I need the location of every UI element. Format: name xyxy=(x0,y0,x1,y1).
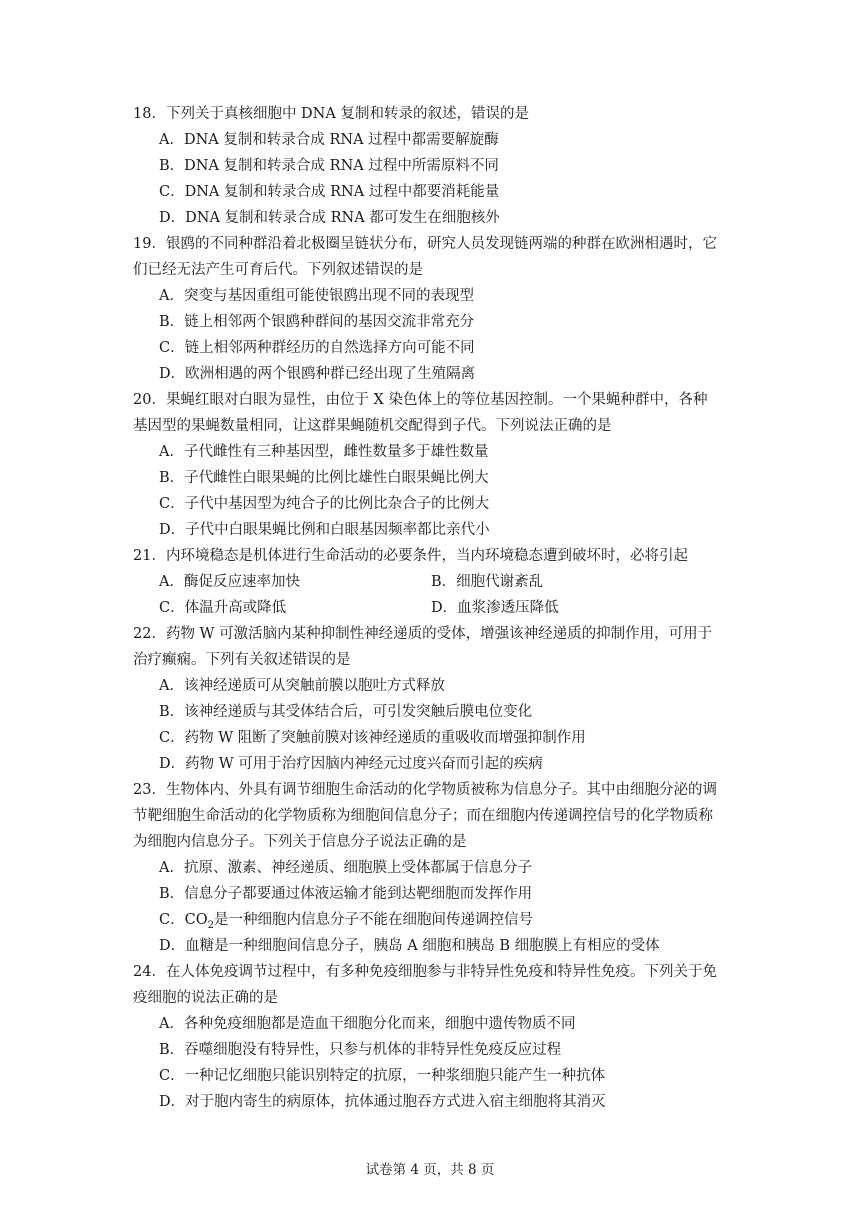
question-22-option-c: C．药物 W 阻断了突触前膜对该神经递质的重吸收而增强抑制作用 xyxy=(159,730,586,746)
question-19-stem-line-2: 们已经无法产生可育后代。下列叙述错误的是 xyxy=(133,262,423,278)
question-23-option-c-subscript: 2 xyxy=(207,919,214,931)
question-23-option-d: D．血糖是一种细胞间信息分子，胰岛 A 细胞和胰岛 B 细胞膜上有相应的受体 xyxy=(159,938,660,954)
question-21-stem: 21．内环境稳态是机体进行生命活动的必要条件，当内环境稳态遭到破坏时，必将引起 xyxy=(133,548,688,564)
question-21-option-b: B．细胞代谢紊乱 xyxy=(431,574,544,590)
question-20-stem-line-2: 基因型的果蝇数量相同，让这群果蝇随机交配得到子代。下列说法正确的是 xyxy=(133,418,612,434)
question-22-option-a: A．该神经递质可从突触前膜以胞吐方式释放 xyxy=(159,678,445,694)
question-22-stem-line-1: 22．药物 W 可激活脑内某种抑制性神经递质的受体，增强该神经递质的抑制作用，可用于 xyxy=(133,626,713,642)
question-18-option-c: C．DNA 复制和转录合成 RNA 过程中都要消耗能量 xyxy=(159,184,500,200)
question-23-option-c xyxy=(159,910,533,936)
question-24-option-c: C．一种记忆细胞只能识别特定的抗原，一种浆细胞只能产生一种抗体 xyxy=(159,1068,606,1084)
question-20-option-a: A．子代雌性有三种基因型，雌性数量多于雄性数量 xyxy=(159,444,489,460)
question-22-stem-line-2: 治疗癫痫。下列有关叙述错误的是 xyxy=(133,652,351,668)
question-19-option-d: D．欧洲相遇的两个银鸥种群已经出现了生殖隔离 xyxy=(159,366,476,382)
question-20-option-d: D．子代中白眼果蝇比例和白眼基因频率都比亲代小 xyxy=(159,522,490,538)
question-23-stem-line-2: 节靶细胞生命活动的化学物质称为细胞间信息分子；而在细胞内传递调控信号的化学物质称 xyxy=(133,808,713,824)
question-23-option-a: A．抗原、激素、神经递质、细胞膜上受体都属于信息分子 xyxy=(159,860,532,876)
question-24-stem-line-1: 24．在人体免疫调节过程中，有多种免疫细胞参与非特异性免疫和特异性免疫。下列关于免 xyxy=(133,964,717,980)
question-23-stem-line-1: 23．生物体内、外具有调节细胞生命活动的化学物质被称为信息分子。其中由细胞分泌的调 xyxy=(133,782,717,798)
question-20-stem-line-1: 20．果蝇红眼对白眼为显性，由位于 X 染色体上的等位基因控制。一个果蝇种群中，各种 xyxy=(133,392,708,408)
question-18-option-d: D．DNA 复制和转录合成 RNA 都可发生在细胞核外 xyxy=(159,210,500,226)
question-19-option-c: C．链上相邻两种群经历的自然选择方向可能不同 xyxy=(159,340,475,356)
question-22-option-d: D．药物 W 可用于治疗因脑内神经元过度兴奋而引起的疾病 xyxy=(159,756,543,772)
question-20-option-c: C．子代中基因型为纯合子的比例比杂合子的比例大 xyxy=(159,496,490,512)
question-18-option-b: B．DNA 复制和转录合成 RNA 过程中所需原料不同 xyxy=(159,158,499,174)
question-19-option-a: A．突变与基因重组可能使银鸥出现不同的表现型 xyxy=(159,288,474,304)
question-20-option-b: B．子代雌性白眼果蝇的比例比雄性白眼果蝇比例大 xyxy=(159,470,489,486)
question-24-option-b: B．吞噬细胞没有特异性，只参与机体的非特异性免疫反应过程 xyxy=(159,1042,562,1058)
question-21-option-d: D．血浆渗透压降低 xyxy=(431,600,559,616)
question-21-option-a: A．酶促反应速率加快 xyxy=(159,574,300,590)
question-21-option-c: C．体温升高或降低 xyxy=(159,600,287,616)
question-24-option-a: A．各种免疫细胞都是造血干细胞分化而来，细胞中遗传物质不同 xyxy=(159,1016,576,1032)
page-footer: 试卷第 4 页，共 8 页 xyxy=(365,1162,495,1178)
question-23-stem-line-3: 为细胞内信息分子。下列关于信息分子说法正确的是 xyxy=(133,834,467,850)
question-23-option-c-text: 是一种细胞内信息分子不能在细胞间传递调控信号 xyxy=(213,912,533,928)
question-24-option-d: D．对于胞内寄生的病原体，抗体通过胞吞方式进入宿主细胞将其消灭 xyxy=(159,1094,606,1110)
question-23-option-b: B．信息分子都要通过体液运输才能到达靶细胞而发挥作用 xyxy=(159,886,533,902)
question-19-stem-line-1: 19．银鸥的不同种群沿着北极圈呈链状分布，研究人员发现链两端的种群在欧洲相遇时，它 xyxy=(133,236,717,252)
question-24-stem-line-2: 疫细胞的说法正确的是 xyxy=(133,990,278,1006)
question-18-option-a: A．DNA 复制和转录合成 RNA 过程中都需要解旋酶 xyxy=(159,132,499,148)
question-19-option-b: B．链上相邻两个银鸥种群间的基因交流非常充分 xyxy=(159,314,475,330)
question-23-option-c-prefix: C．CO xyxy=(159,912,208,928)
question-22-option-b: B．该神经递质与其受体结合后，可引发突触后膜电位变化 xyxy=(159,704,533,720)
question-18-stem: 18．下列关于真核细胞中 DNA 复制和转录的叙述，错误的是 xyxy=(133,106,529,122)
